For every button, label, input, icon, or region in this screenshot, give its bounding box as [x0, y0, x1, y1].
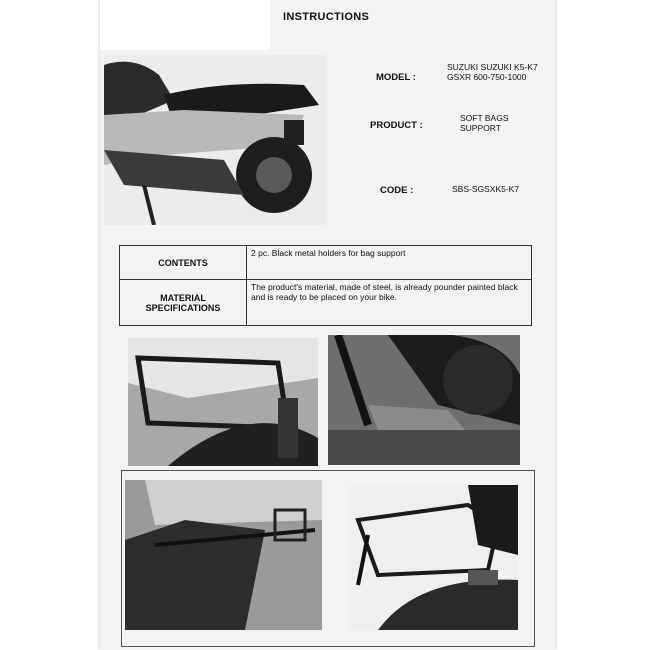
code-value: SBS-SGSXK5-K7	[452, 184, 520, 194]
contents-label: CONTENTS	[120, 246, 247, 280]
material-label: MATERIAL SPECIFICATIONS	[120, 280, 247, 326]
model-value: SUZUKI SUZUKI K5-K7 GSXR 600-750-1000	[447, 62, 538, 82]
product-label: PRODUCT :	[370, 120, 423, 131]
model-label: MODEL :	[376, 72, 416, 83]
contents-row	[120, 246, 532, 280]
product-value: SOFT BAGS SUPPORT	[460, 113, 509, 133]
contents-value: 2 pc. Black metal holders for bag support	[247, 246, 532, 280]
material-value: The product's material, made of steel, is already pounder painted black and is ready to be placed on your bike.	[247, 280, 532, 326]
holder-photo-3	[125, 480, 322, 630]
code-label: CODE :	[380, 185, 414, 196]
page-title: INSTRUCTIONS	[283, 11, 370, 23]
holder-photo-4	[348, 485, 518, 630]
specifications-table	[119, 245, 532, 326]
motorcycle-photo	[104, 55, 326, 225]
holder-photo-2	[328, 335, 520, 465]
holder-photo-1	[128, 338, 318, 466]
material-row	[120, 280, 532, 326]
